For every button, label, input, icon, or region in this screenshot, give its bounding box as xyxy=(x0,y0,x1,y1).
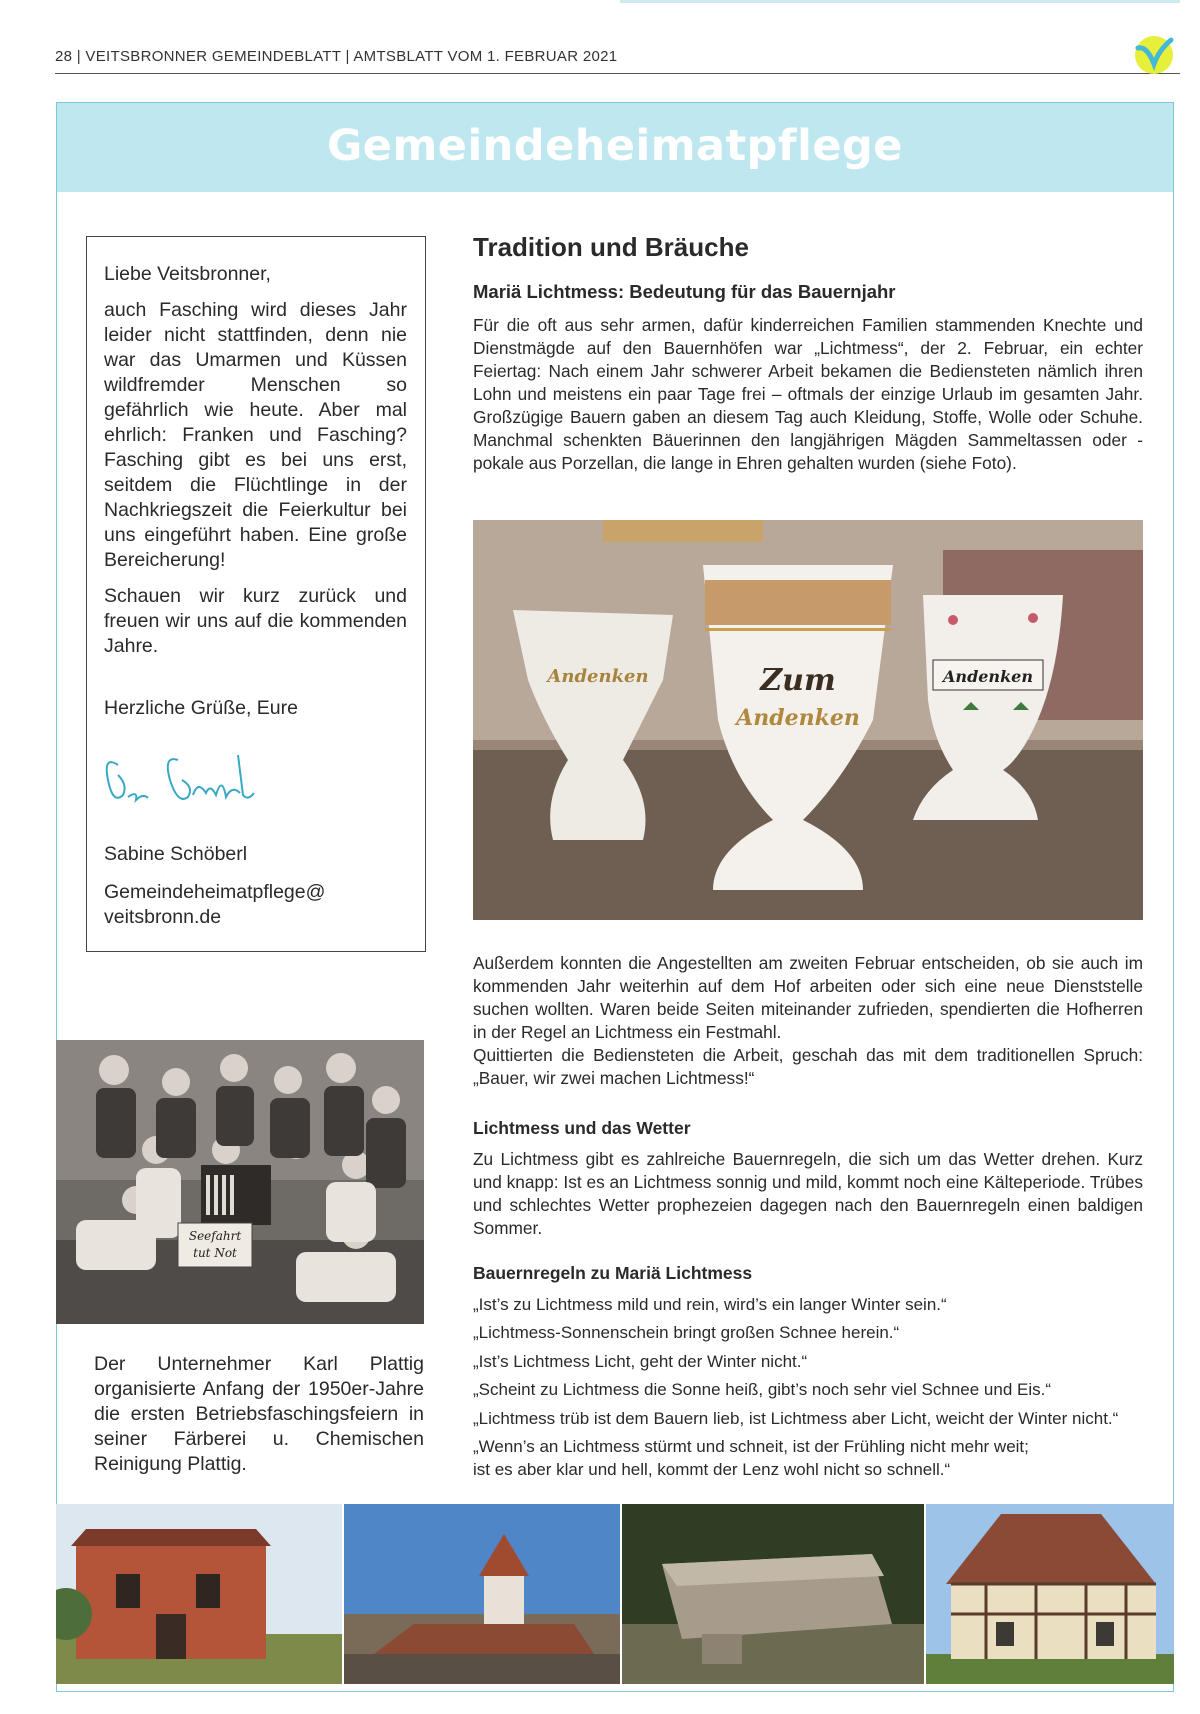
email-line: Gemeindeheimatpflege@ xyxy=(104,881,326,903)
signature-image xyxy=(98,735,258,825)
letter-paragraph: Schauen wir kurz zurück und freuen wir uns auf die kommenden Jahre. xyxy=(104,585,407,657)
letter-email xyxy=(104,880,407,930)
section-banner xyxy=(57,103,1173,192)
article-paragraph: Für die oft aus sehr armen, dafür kinderreichen Familien stammenden Knechte und Dienstmägde auf den Bauernhöfen war „Lichtmess“, der 2. Februar, ein echter Feiertag: Nach einem Jahr schwerer Arbeit bekamen die Bediensteten nämlich ihren Lohn und meistens ein paar Tage frei – oftmals der einzige Urlaub im gesamten Jahr. Großzügige Bauern gaben an diesem Tag auch Kleidung, Stoffe, Wolle oder Schuhe. Manchmal schenkten Bäuerinnen den langjährigen Mägden Sammeltassen oder -pokale aus Porzellan, die lange in Ehren gehalten wurden (siehe Foto). xyxy=(473,315,1143,473)
farmer-rule: „Scheint zu Lichtmess die Sonne heiß, gibt’s noch sehr viel Schnee und Eis.“ xyxy=(473,1380,1051,1399)
sign-text: Seefahrt xyxy=(188,1229,242,1243)
farmer-rule: „Ist’s Lichtmess Licht, geht der Winter nicht.“ xyxy=(473,1352,808,1371)
half-timbered-house-photo xyxy=(926,1504,1174,1684)
church-tower-photo xyxy=(344,1504,620,1684)
sign-text: tut Not xyxy=(193,1246,237,1260)
article-paragraph: Quittierten die Bediensteten die Arbeit, geschah das mit dem traditionellen Spruch: „Bauer, wir zwei machen Lichtmess!“ xyxy=(473,1045,1143,1088)
cup-label: Andenken xyxy=(943,667,1033,686)
porcelain-cups-photo xyxy=(473,520,1143,920)
header-divider xyxy=(55,73,1180,74)
article-paragraph: Außerdem konnten die Angestellten am zweiten Februar entscheiden, ob sie auch im kommenden Jahr weiterhin auf dem Hof arbeiten oder sich eine neue Dienststelle suchen wollten. Waren beide Seiten miteinander zufrieden, spendierten die Hofherren in der Regel an Lichtmess ein Festmahl. xyxy=(473,953,1143,1042)
running-head: 28 | VEITSBRONNER GEMEINDEBLATT | AMTSBLATT VOM 1. FEBRUAR 2021 xyxy=(55,48,618,65)
farmer-rule: „Wenn’s an Lichtmess stürmt und schneit, ist der Frühling nicht mehr weit; xyxy=(473,1437,1029,1456)
article-subtitle: Mariä Lichtmess: Bedeutung für das Bauernjahr xyxy=(473,281,896,302)
article-title: Tradition und Bräuche xyxy=(473,232,749,262)
farmer-rule: „Ist’s zu Lichtmess mild und rein, wird’s ein langer Winter sein.“ xyxy=(473,1295,947,1314)
cup-label: Andenken xyxy=(736,705,860,731)
farmer-rule: „Lichtmess trüb ist dem Bauern lieb, ist Lichtmess aber Licht, weicht der Winter nicht.“ xyxy=(473,1409,1119,1428)
rules-heading: Bauernregeln zu Mariä Lichtmess xyxy=(473,1263,753,1283)
section-title: Gemeindeheimatpflege xyxy=(327,121,903,171)
top-accent-bar xyxy=(620,0,1180,3)
photo-caption: Der Unternehmer Karl Plattig organisierte Anfang der 1950er-Jahre die ersten Betriebsfaschingsfeiern in seiner Färberei u. Chemischen Reinigung Plattig. xyxy=(94,1353,424,1475)
weather-paragraph: Zu Lichtmess gibt es zahlreiche Bauernregeln, die sich um das Wetter drehen. Kurz und knapp: Ist es an Lichtmess sonnig und mild, kommt noch eine Kälteperiode. Trübes und schlechtes Wetter prophezeien dagegen nach den Bauernregeln einen baldigen Sommer. xyxy=(473,1149,1143,1238)
stone-block-photo xyxy=(622,1504,924,1684)
farmer-rule: ist es aber klar und hell, kommt der Lenz wohl nicht so schnell.“ xyxy=(473,1460,951,1479)
email-line: veitsbronn.de xyxy=(104,906,222,928)
station-building-photo xyxy=(56,1504,342,1684)
historic-carnival-photo xyxy=(56,1040,424,1324)
veitsbronn-logo-icon xyxy=(1133,34,1175,76)
weather-heading: Lichtmess und das Wetter xyxy=(473,1118,691,1138)
letter-salutation: Liebe Veitsbronner, xyxy=(104,263,271,285)
farmer-rule: „Lichtmess-Sonnenschein bringt großen Schnee herein.“ xyxy=(473,1323,900,1342)
letter-paragraph: auch Fasching wird dieses Jahr leider nicht stattfinden, denn nie war das Umarmen und Küssen wildfremder Menschen so gefährlich wie heute. Aber mal ehrlich: Franken und Fasching? Fasching gibt es bei uns erst, seitdem die Flüchtlinge in der Nachkriegszeit die Feierkultur bei uns eingeführt haben. Eine große Bereicherung! xyxy=(104,299,407,571)
cup-label: Zum xyxy=(760,663,836,698)
letter-greeting: Herzliche Grüße, Eure xyxy=(104,697,298,719)
letter-name: Sabine Schöberl xyxy=(104,843,248,865)
cup-label: Andenken xyxy=(547,666,649,687)
